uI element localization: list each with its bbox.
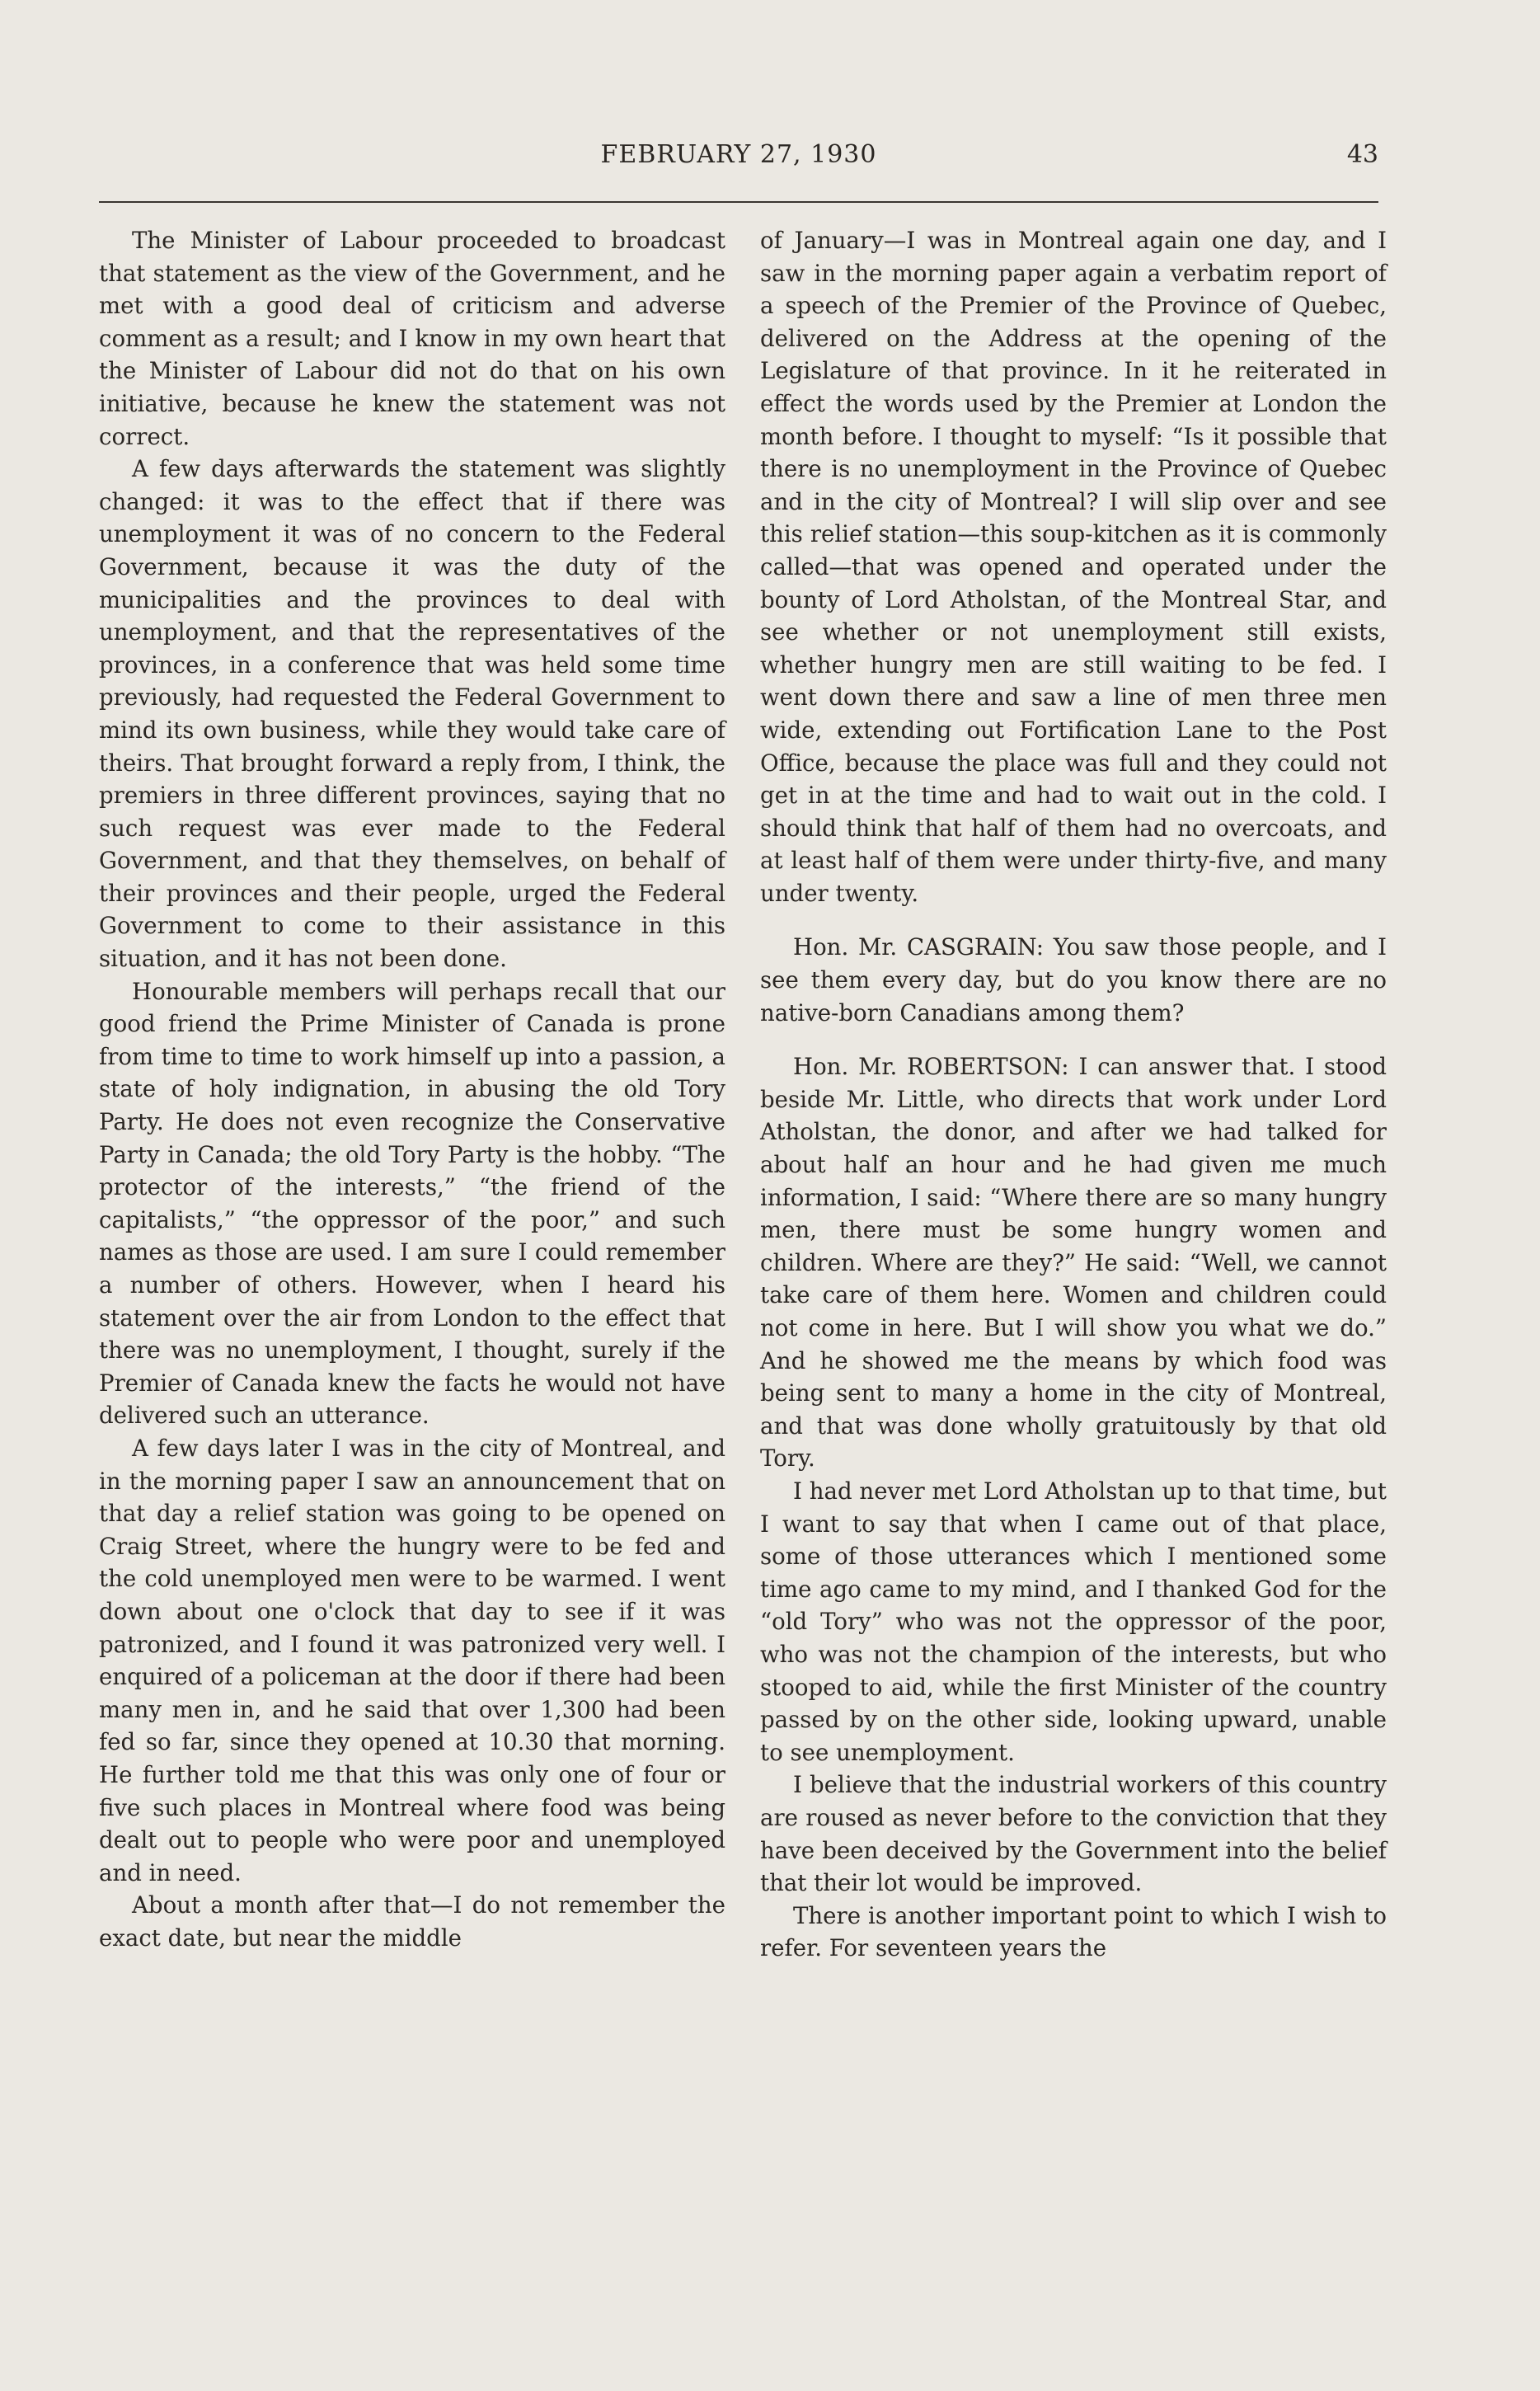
speaker-robertson: Hon. Mr. ROBERTSON: I can answer that. I stood beside Mr. Little, who directs that work under Lord Atholstan, the donor, and after we had talked for about half an hour and he had given me much information, I said: “Where there are so many hungry men, there must be some hungry women and children. Where are they?” He said: “Well, we cannot take care of them here. Women and children could not come in here. But I will show you what we do.” And he showed me the means by which food was being sent to many a home in the city of Montreal, and that was done wholly gratuitously by that old Tory. [760,1053,1387,1473]
speaker-casgrain: Hon. Mr. CASGRAIN: You saw those people, and I see them every day, but do you know there are no native-born Canadians among them? [760,933,1387,1026]
paragraph: Honourable members will perhaps recall that our good friend the Prime Minister of Canada is prone from time to time to work himself up into a passion, a state of holy indignation, in abusing the old Tory Party. He does not even recognize the Conservative Party in Canada; the old Tory Party is the hobby. “The protector of the interests,” “the friend of the capitalists,” “the oppressor of the poor,” and such names as those are used. I am sure I could remember a number of others. However, when I heard his statement over the air from London to the effect that there was no unemployment, I thought, surely if the Premier of Canada knew the facts he would not have delivered such an utterance. [99,977,725,1430]
paragraph: About a month after that—I do not remember the exact date, but near the middle [99,1891,725,1952]
header-rule [99,201,1378,203]
paragraph: The Minister of Labour proceeded to broadcast that statement as the view of the Government, and he met with a good deal of criticism and adverse comment as a result; and I know in my own heart that the Minister of Labour did not do that on his own initiative, because he knew the statement was not correct. [99,227,725,450]
paragraph: I believe that the industrial workers of this country are roused as never before to the conviction that they have been deceived by the Government into the belief that their lot would be improved. [760,1771,1387,1897]
right-column [760,224,1387,1965]
left-column [99,224,725,1954]
page-header [99,140,1378,181]
paragraph: I had never met Lord Atholstan up to that time, but I want to say that when I came out of that place, some of those utterances which I mentioned some time ago came to my mind, and I thanked God for the “old Tory” who was not the oppressor of the poor, who was not the champion of the interests, but who stooped to aid, while the first Minister of the country passed by on the other side, looking upward, unable to see unemployment. [760,1477,1387,1766]
paragraph-continuation: of January—I was in Montreal again one day, and I saw in the morning paper again a verbatim report of a speech of the Premier of the Province of Quebec, delivered on the Address at the opening of the Legislature of that province. In it he reiterated in effect the words used by the Premier at London the month before. I thought to myself: “Is it possible that there is no unemployment in the Province of Quebec and in the city of Montreal? I will slip over and see this relief station—this soup-kitchen as it is commonly called—that was opened and operated under the bounty of Lord Atholstan, of the Montreal Star, and see whether or not unemployment still exists, whether hungry men are still waiting to be fed. I went down there and saw a line of men three men wide, extending out Fortification Lane to the Post Office, because the place was full and they could not get in at the time and had to wait out in the cold. I should think that half of them had no overcoats, and at least half of them were under thirty-five, and many under twenty. [760,227,1387,907]
paragraph: A few days later I was in the city of Montreal, and in the morning paper I saw an announcement that on that day a relief station was going to be opened on Craig Street, where the hungry were to be fed and the cold unemployed men were to be warmed. I went down about one o'clock that day to see if it was patronized, and I found it was patronized very well. I enquired of a policeman at the door if there had been many men in, and he said that over 1,300 had been fed so far, since they opened at 10.30 that morning. He further told me that this was only one of four or five such places in Montreal where food was being dealt out to people who were poor and unemployed and in need. [99,1434,725,1886]
header-date: FEBRUARY 27, 1930 [600,140,877,169]
paragraph: There is another important point to which I wish to refer. For seventeen years the [760,1901,1387,1962]
page-number: 43 [1346,140,1378,169]
paragraph: A few days afterwards the statement was slightly changed: it was to the effect that if there was unemployment it was of no concern to the Federal Government, because it was the duty of the municipalities and the provinces to deal with unemployment, and that the representatives of the provinces, in a conference that was held some time previously, had requested the Federal Government to mind its own business, while they would take care of theirs. That brought forward a reply from, I think, the premiers in three different provinces, saying that no such request was ever made to the Federal Government, and that they themselves, on behalf of their provinces and their people, urged the Federal Government to come to their assistance in this situation, and it has not been done. [99,455,725,973]
